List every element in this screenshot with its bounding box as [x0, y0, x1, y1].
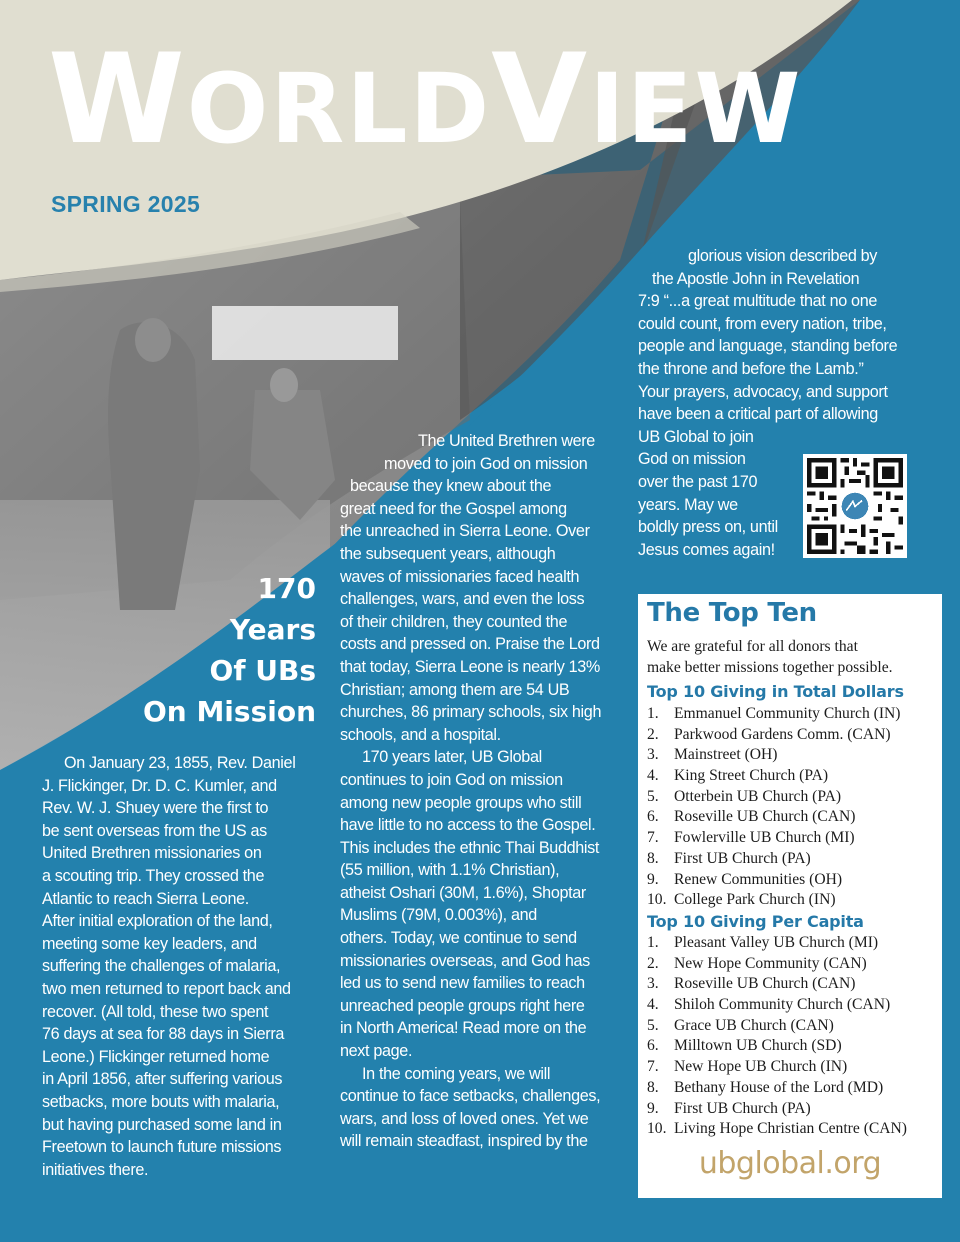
issue-date: SPRING 2025	[51, 191, 201, 217]
top-ten-panel	[638, 594, 942, 1198]
list-item: 4. King Street Church (PA)	[647, 767, 829, 785]
list-item: 10. Living Hope Christian Centre (CAN)	[647, 1120, 908, 1138]
top-ten-title: The Top Ten	[647, 598, 817, 628]
total-dollars-heading: Top 10 Giving in Total Dollars	[647, 682, 904, 701]
article-column-2: The United Brethren were moved to join God on mission because they knew about the great need for the Gospel among the unreached in Sierra Leone. Over the subsequent years, although waves of missionaries faced health challenges, wars, and even the loss of their children, they counted the costs and pressed on. Praise the Lord that today, Sierra Leone is nearly 13% Christian; among them are 54 UB churches, 86 primary schools, six high schools, and a hospital. 170 years later, UB Global continues to join God on mission among new people groups who still have little to no access to the Gospel. This includes the ethnic Thai Buddhist (55 million, with 1.1% Christian), atheist Oshari (30M, 1.6%), Shoptar Muslims (79M, 0.003%), and others. Today, we continue to send missionaries overseas, and God has led us to send new families to reach unreached people groups right here in North America! Read more on the next page. In the coming years, we will continue to face setbacks, challenges, wars, and loss of loved ones. Yet we will remain steadfast, inspired by the	[340, 432, 602, 1151]
list-item: 9. First UB Church (PA)	[647, 1099, 811, 1117]
list-item: 1. Emmanuel Community Church (IN)	[647, 705, 901, 722]
list-item: 3. Roseville UB Church (CAN)	[647, 975, 856, 993]
list-item: 3. Mainstreet (OH)	[647, 746, 778, 764]
per-capita-list	[647, 933, 907, 1140]
website-link[interactable]: ubglobal.org	[698, 1146, 882, 1181]
article-column-1: On January 23, 1855, Rev. Daniel J. Flickinger, Dr. D. C. Kumler, and Rev. W. J. Shuey were the first to be sent overseas from the US as United Brethren missionaries on a scouting trip. They crossed the Atlantic to reach Sierra Leone. After initial exploration of the land, meeting some key leaders, and suffering the challenges of malaria, two men returned to report back and recover. (All told, these two spent 76 days at sea for 88 days in Sierra Leone.) Flickinger returned home in April 1856, after suffering various setbacks, more bouts with malaria, but having purchased some land in Freetown to launch future missions initiatives there.	[42, 754, 296, 1179]
total-dollars-list	[647, 704, 901, 911]
list-item: 8. Bethany House of the Lord (MD)	[647, 1078, 884, 1096]
list-item: 6. Milltown UB Church (SD)	[647, 1037, 842, 1055]
list-item: 6. Roseville UB Church (CAN)	[647, 808, 856, 826]
list-item: 7. Fowlerville UB Church (MI)	[647, 829, 855, 847]
article-column-3: glorious vision described by the Apostle John in Revelation 7:9 “...a great multitude that no one could count, from every nation, tribe, people and language, standing before the throne and before the Lamb.” Your prayers, advocacy, and support have been a critical part of allowing UB Global to join God on mission over the past 170 years. May we boldly press on, until Jesus comes again!	[638, 247, 898, 559]
list-item: 4. Shiloh Community Church (CAN)	[647, 996, 891, 1014]
per-capita-heading: Top 10 Giving Per Capita	[647, 912, 864, 931]
top-ten-intro: We are grateful for all donors that make better missions together possible.	[647, 638, 893, 676]
list-item: 10. College Park Church (IN)	[647, 891, 836, 909]
list-item: 2. Parkwood Gardens Comm. (CAN)	[647, 725, 891, 743]
list-item: 7. New Hope UB Church (IN)	[647, 1058, 848, 1076]
list-item: 5. Otterbein UB Church (PA)	[647, 787, 842, 805]
article-headline: 170 Years Of UBs On Mission	[142, 572, 316, 728]
list-item: 8. First UB Church (PA)	[647, 849, 811, 867]
list-item: 9. Renew Communities (OH)	[647, 870, 843, 888]
list-item: 1. Pleasant Valley UB Church (MI)	[647, 934, 879, 951]
list-item: 5. Grace UB Church (CAN)	[647, 1016, 834, 1034]
list-item: 2. New Hope Community (CAN)	[647, 954, 867, 972]
masthead-title: WORLDVIEW	[48, 28, 803, 172]
qr-code-icon[interactable]	[803, 454, 907, 558]
